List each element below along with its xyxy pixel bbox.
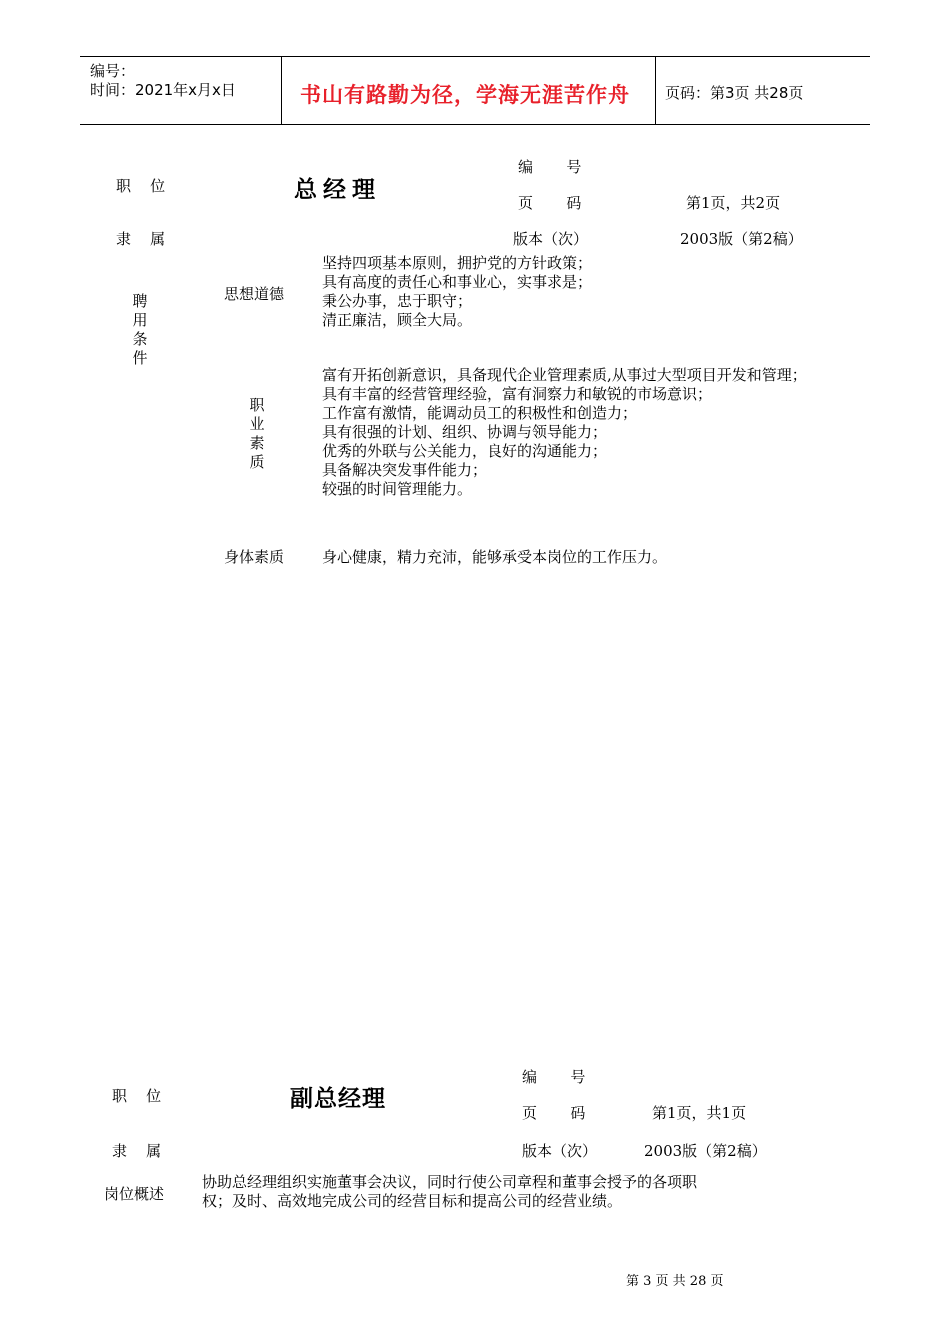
page-value: 第1页，共2页 — [686, 194, 781, 212]
list-item: 具有高度的责任心和事业心，实事求是； — [322, 273, 593, 291]
number-label: 编 号 — [518, 158, 582, 176]
moral-label: 思想道德 — [224, 285, 285, 303]
physical-text: 身心健康，精力充沛，能够承受本岗位的工作压力。 — [322, 548, 668, 566]
version-label: 版本（次） — [513, 230, 589, 248]
list-item: 较强的时间管理能力。 — [322, 480, 473, 498]
paragraph-line: 权；及时、高效地完成公司的经营目标和提高公司的经营业绩。 — [202, 1192, 623, 1210]
list-item: 清正廉洁，顾全大局。 — [322, 311, 473, 329]
version-value: 2003版（第2稿） — [644, 1142, 767, 1160]
professional-label: 职业素质 — [249, 396, 265, 471]
affiliation-label: 隶 属 — [112, 1142, 162, 1160]
header-divider-left — [281, 56, 282, 125]
overview-label: 岗位概述 — [104, 1185, 165, 1203]
version-value: 2003版（第2稿） — [680, 230, 803, 248]
list-item: 坚持四项基本原则，拥护党的方针政策； — [322, 254, 593, 272]
header-time-label: 时间：2021年x月x日 — [90, 81, 236, 99]
version-label: 版本（次） — [522, 1142, 598, 1160]
page-label: 页 码 — [522, 1104, 586, 1122]
list-item: 秉公办事，忠于职守； — [322, 292, 473, 310]
page-value: 第1页，共1页 — [652, 1104, 747, 1122]
position-label: 职 位 — [116, 177, 166, 195]
job-title: 总经理 — [294, 177, 381, 203]
list-item: 具有很强的计划、组织、协调与领导能力； — [322, 423, 608, 441]
header-bottom-rule — [80, 124, 870, 125]
header-number-label: 编号： — [90, 62, 136, 80]
paragraph-line: 协助总经理组织实施董事会决议，同时行使公司章程和董事会授予的各项职 — [202, 1173, 698, 1191]
page-footer: 第 3 页 共 28 页 — [626, 1274, 724, 1289]
header-motto: 书山有路勤为径，学海无涯苦作舟 — [300, 83, 630, 107]
number-label: 编 号 — [522, 1068, 586, 1086]
list-item: 具有丰富的经营管理经验，富有洞察力和敏锐的市场意识； — [322, 385, 713, 403]
list-item: 具备解决突发事件能力； — [322, 461, 488, 479]
list-item: 工作富有激情，能调动员工的积极性和创造力； — [322, 404, 638, 422]
header-divider-right — [655, 56, 656, 125]
affiliation-label: 隶 属 — [116, 230, 166, 248]
position-label: 职 位 — [112, 1087, 162, 1105]
moral-list — [322, 254, 592, 330]
physical-label: 身体素质 — [224, 548, 285, 566]
overview-text — [202, 1173, 697, 1211]
header-page-label: 页码：第3页 共28页 — [665, 84, 804, 102]
list-item: 富有开拓创新意识，具备现代企业管理素质,从事过大型项目开发和管理； — [322, 366, 807, 384]
page-label: 页 码 — [518, 194, 582, 212]
hiring-conditions-label: 聘用条件 — [132, 292, 148, 367]
professional-list — [322, 366, 807, 499]
list-item: 优秀的外联与公关能力，良好的沟通能力； — [322, 442, 608, 460]
job-title: 副总经理 — [290, 1086, 386, 1112]
header-top-rule — [80, 56, 870, 57]
